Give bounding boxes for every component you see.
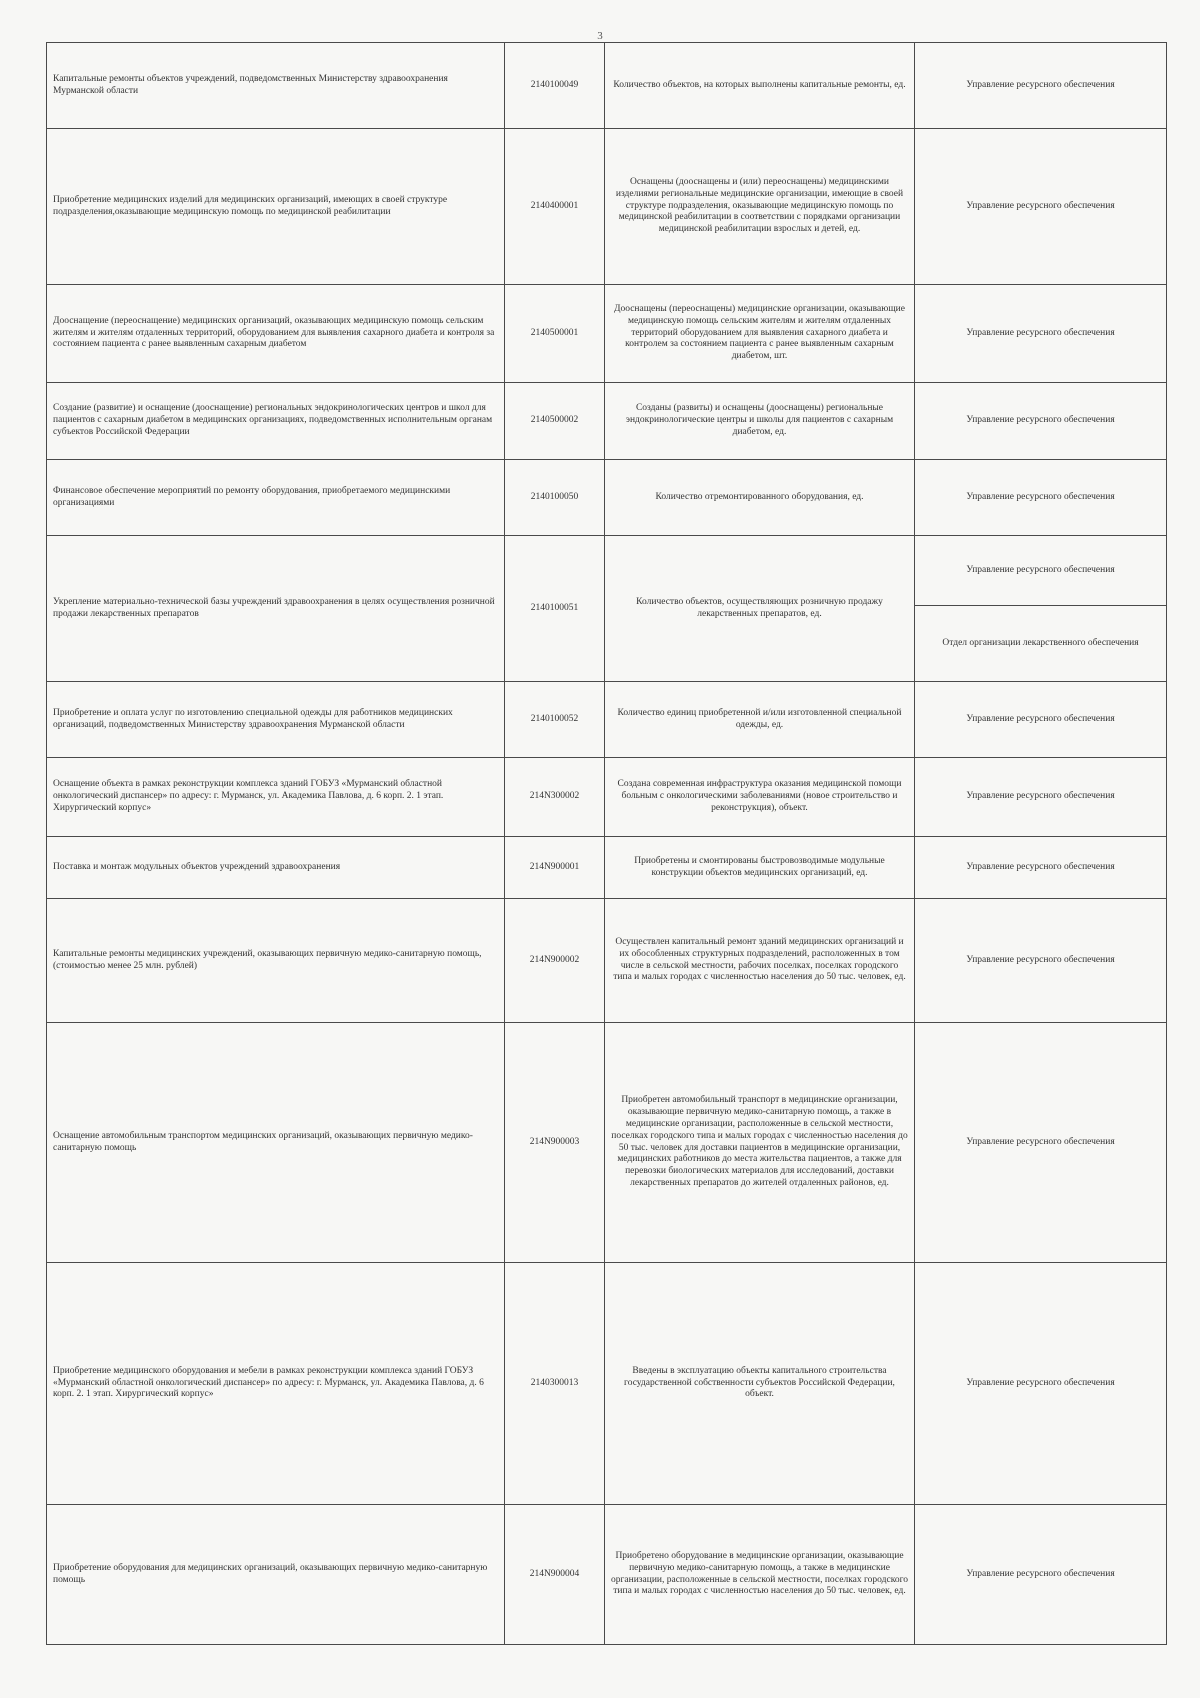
responsible-unit: Управление ресурсного обеспечения: [915, 1023, 1167, 1263]
measure-code: 2140100052: [505, 682, 605, 758]
table-row: [47, 460, 1167, 536]
responsible-unit: Управление ресурсного обеспечения: [915, 536, 1167, 606]
measure-result: Оснащены (дооснащены и (или) переоснащены) медицинскими изделиями региональные медицинские организации, имеющие в своей структуре подразделения, оказывающие медицинскую помощь по медицинской реабилитации в соответствии с порядками организации медицинской реабилитации взрослых и детей, ед.: [605, 129, 915, 285]
measure-code: 2140300013: [505, 1263, 605, 1505]
responsible-unit: Управление ресурсного обеспечения: [915, 682, 1167, 758]
responsible-unit: Отдел организации лекарственного обеспечения: [915, 606, 1167, 682]
responsible-unit: Управление ресурсного обеспечения: [915, 837, 1167, 899]
measure-result: Количество объектов, осуществляющих розничную продажу лекарственных препаратов, ед.: [605, 536, 915, 682]
table-row: [47, 1505, 1167, 1645]
measure-name: Укрепление материально-технической базы учреждений здравоохранения в целях осуществления розничной продажи лекарственных препаратов: [47, 536, 505, 682]
measure-result: Количество объектов, на которых выполнены капитальные ремонты, ед.: [605, 43, 915, 129]
table-row: [47, 682, 1167, 758]
table-row: [47, 1023, 1167, 1263]
measure-code: 214N900002: [505, 899, 605, 1023]
table-row: [47, 837, 1167, 899]
measure-code: 2140400001: [505, 129, 605, 285]
measure-code: 2140100050: [505, 460, 605, 536]
measure-code: 2140500002: [505, 383, 605, 460]
measure-name: Поставка и монтаж модульных объектов учреждений здравоохранения: [47, 837, 505, 899]
measure-code: 2140100051: [505, 536, 605, 682]
responsible-unit: Управление ресурсного обеспечения: [915, 1263, 1167, 1505]
measure-name: Капитальные ремонты объектов учреждений, подведомственных Министерству здравоохранения Мурманской области: [47, 43, 505, 129]
table-row: [47, 43, 1167, 129]
measure-code: 2140100049: [505, 43, 605, 129]
responsible-unit: Управление ресурсного обеспечения: [915, 1505, 1167, 1645]
responsible-unit: Управление ресурсного обеспечения: [915, 285, 1167, 383]
measure-name: Оснащение объекта в рамках реконструкции комплекса зданий ГОБУЗ «Мурманский областной онкологический диспансер» по адресу: г. Мурманск, ул. Академика Павлова, д. 6 корп. 2. 1 этап. Хирургический корпус»: [47, 758, 505, 837]
measures-table: [46, 42, 1167, 1645]
table-row: [47, 383, 1167, 460]
measure-name: Приобретение и оплата услуг по изготовлению специальной одежды для работников медицинских организаций, подведомственных Министерству здравоохранения Мурманской области: [47, 682, 505, 758]
measure-result: Введены в эксплуатацию объекты капитального строительства государственной собственности субъектов Российской Федерации, объект.: [605, 1263, 915, 1505]
responsible-unit: Управление ресурсного обеспечения: [915, 460, 1167, 536]
measure-name: Капитальные ремонты медицинских учреждений, оказывающих первичную медико-санитарную помощь, (стоимостью менее 25 млн. рублей): [47, 899, 505, 1023]
responsible-unit: Управление ресурсного обеспечения: [915, 43, 1167, 129]
table-row: [47, 129, 1167, 285]
measure-name: Финансовое обеспечение мероприятий по ремонту оборудования, приобретаемого медицинскими организациями: [47, 460, 505, 536]
measure-name: Приобретение оборудования для медицинских организаций, оказывающих первичную медико-санитарную помощь: [47, 1505, 505, 1645]
measure-result: Созданы (развиты) и оснащены (дооснащены) региональные эндокринологические центры и школы для пациентов с сахарным диабетом, ед.: [605, 383, 915, 460]
measure-result: Приобретен автомобильный транспорт в медицинские организации, оказывающие первичную медико-санитарную помощь, а также в медицинские организации, расположенные в сельской местности, поселках городского типа и малых городах с численностью населения до 50 тыс. человек для доставки пациентов в медицинские организации, медицинских работников до места жительства пациентов, а также для перевозки биологических материалов для исследований, доставки лекарственных препаратов до жителей отдаленных районов, ед.: [605, 1023, 915, 1263]
measure-result: Количество единиц приобретенной и/или изготовленной специальной одежды, ед.: [605, 682, 915, 758]
responsible-unit: Управление ресурсного обеспечения: [915, 758, 1167, 837]
measure-result: Приобретены и смонтированы быстровозводимые модульные конструкции объектов медицинских организаций, ед.: [605, 837, 915, 899]
measure-result: Дооснащены (переоснащены) медицинские организации, оказывающие медицинскую помощь сельским жителям и жителям отдаленных территорий оборудованием для выявления сахарного диабета и контролем за состоянием пациента с ранее выявленным сахарным диабетом, шт.: [605, 285, 915, 383]
measure-code: 214N300002: [505, 758, 605, 837]
responsible-unit: Управление ресурсного обеспечения: [915, 899, 1167, 1023]
table-row: [47, 1263, 1167, 1505]
measure-result: Приобретено оборудование в медицинские организации, оказывающие первичную медико-санитарную помощь, а также в медицинские организации, расположенные в сельской местности, поселках городского типа и малых городах с численностью населения до 50 тыс. человек, ед.: [605, 1505, 915, 1645]
measure-name: Приобретение медицинского оборудования и мебели в рамках реконструкции комплекса зданий ГОБУЗ «Мурманский областной онкологический диспансер» по адресу: г. Мурманск, ул. Академика Павлова, д. 6 корп. 2. 1 этап. Хирургический корпус»: [47, 1263, 505, 1505]
measure-code: 2140500001: [505, 285, 605, 383]
responsible-unit: Управление ресурсного обеспечения: [915, 383, 1167, 460]
page-number: 3: [597, 30, 603, 42]
measure-result: Создана современная инфраструктура оказания медицинской помощи больным с онкологическими заболеваниями (новое строительство и реконструкция), объект.: [605, 758, 915, 837]
measure-code: 214N900004: [505, 1505, 605, 1645]
table-row: [47, 758, 1167, 837]
measure-name: Оснащение автомобильным транспортом медицинских организаций, оказывающих первичную медико-санитарную помощь: [47, 1023, 505, 1263]
measure-result: Количество отремонтированного оборудования, ед.: [605, 460, 915, 536]
responsible-unit: Управление ресурсного обеспечения: [915, 129, 1167, 285]
measure-name: Дооснащение (переоснащение) медицинских организаций, оказывающих медицинскую помощь сельским жителям и жителям отдаленных территорий, оборудованием для выявления сахарного диабета и контроля за состоянием пациента с ранее выявленным сахарным диабетом: [47, 285, 505, 383]
table-row: [47, 899, 1167, 1023]
measure-name: Создание (развитие) и оснащение (дооснащение) региональных эндокринологических центров и школ для пациентов с сахарным диабетом в медицинских организациях, подведомственных исполнительным органам субъектов Российской Федерации: [47, 383, 505, 460]
table-row: [47, 285, 1167, 383]
measure-code: 214N900001: [505, 837, 605, 899]
measure-result: Осуществлен капитальный ремонт зданий медицинских организаций и их обособленных структурных подразделений, расположенных в том числе в сельской местности, рабочих поселках, поселках городского типа и малых городах с численностью населения до 50 тыс. человек, ед.: [605, 899, 915, 1023]
measure-code: 214N900003: [505, 1023, 605, 1263]
measure-name: Приобретение медицинских изделий для медицинских организаций, имеющих в своей структуре подразделения,оказывающие медицинскую помощь по медицинской реабилитации: [47, 129, 505, 285]
table-row: [47, 536, 1167, 606]
